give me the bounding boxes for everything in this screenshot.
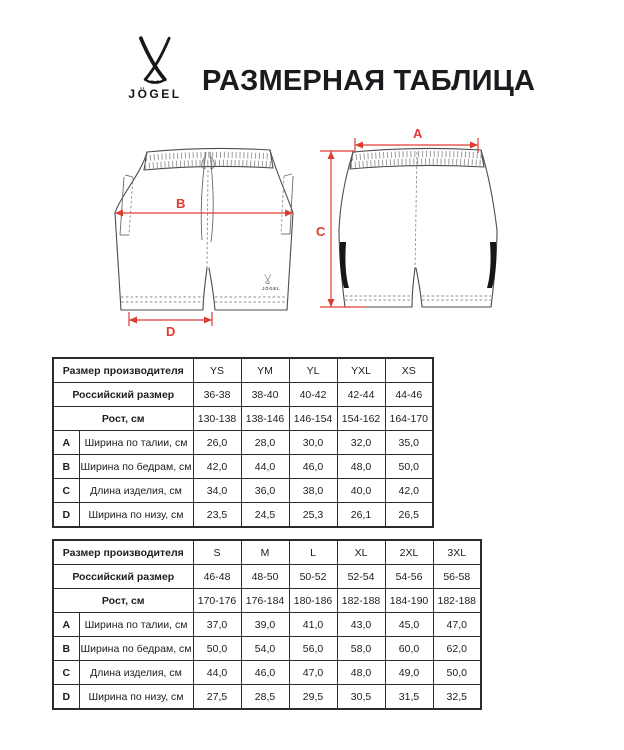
dimension-row-b xyxy=(53,637,481,661)
front-pocket-right xyxy=(281,174,293,234)
mini-jogel-logo xyxy=(262,274,280,291)
shorts-front-diagram xyxy=(108,130,308,342)
dimension-b-arrow xyxy=(115,196,293,217)
dimension-value: 46,0 xyxy=(241,661,289,685)
russian-size-label: Российский размер xyxy=(53,565,193,589)
dimension-value: 44,0 xyxy=(193,661,241,685)
dimension-value: 29,5 xyxy=(289,685,337,710)
dimension-name: Ширина по талии, см xyxy=(79,613,193,637)
dimension-value: 48,0 xyxy=(337,455,385,479)
jogel-logo-icon xyxy=(135,36,175,86)
dimension-letter: B xyxy=(53,455,79,479)
dimension-value: 50,0 xyxy=(433,661,481,685)
dimension-value: 30,5 xyxy=(337,685,385,710)
dimension-letter: D xyxy=(53,685,79,710)
manufacturer-size-value: YXL xyxy=(337,358,385,383)
dimension-value: 62,0 xyxy=(433,637,481,661)
manufacturer-size-value: YL xyxy=(289,358,337,383)
dimension-value: 56,0 xyxy=(289,637,337,661)
dimension-value: 50,0 xyxy=(193,637,241,661)
dimension-name: Ширина по бедрам, см xyxy=(79,455,193,479)
height-value: 180-186 xyxy=(289,589,337,613)
dimension-row-a xyxy=(53,613,481,637)
dimension-a-label: A xyxy=(413,126,423,141)
manufacturer-size-value: 3XL xyxy=(433,540,481,565)
dimension-b-label: B xyxy=(176,196,186,211)
dimension-letter: C xyxy=(53,479,79,503)
dimension-value: 42,0 xyxy=(193,455,241,479)
dimension-d-label: D xyxy=(166,324,176,339)
dimension-value: 28,5 xyxy=(241,685,289,710)
height-value: 182-188 xyxy=(337,589,385,613)
page-title: РАЗМЕРНАЯ ТАБЛИЦА xyxy=(202,65,536,98)
russian-size-row xyxy=(53,565,481,589)
dimension-value: 26,0 xyxy=(193,431,241,455)
height-value: 184-190 xyxy=(385,589,433,613)
dimension-value: 35,0 xyxy=(385,431,433,455)
dimension-value: 46,0 xyxy=(289,455,337,479)
dimension-row-a xyxy=(53,431,433,455)
russian-size-value: 56-58 xyxy=(433,565,481,589)
size-table-2 xyxy=(52,539,482,710)
manufacturer-size-label: Размер производителя xyxy=(53,358,193,383)
dimension-value: 47,0 xyxy=(433,613,481,637)
side-panel-right xyxy=(487,242,496,288)
dimension-name: Ширина по бедрам, см xyxy=(79,637,193,661)
dimension-row-b xyxy=(53,455,433,479)
mini-logo-text: JÖGEL xyxy=(262,286,281,291)
dimension-value: 48,0 xyxy=(337,661,385,685)
dimension-letter: C xyxy=(53,661,79,685)
dimension-value: 37,0 xyxy=(193,613,241,637)
dimension-value: 27,5 xyxy=(193,685,241,710)
manufacturer-size-value: S xyxy=(193,540,241,565)
size-tables xyxy=(52,357,482,721)
dimension-value: 24,5 xyxy=(241,503,289,528)
russian-size-value: 46-48 xyxy=(193,565,241,589)
manufacturer-size-value: 2XL xyxy=(385,540,433,565)
dimension-value: 31,5 xyxy=(385,685,433,710)
russian-size-value: 40-42 xyxy=(289,383,337,407)
dimension-value: 44,0 xyxy=(241,455,289,479)
manufacturer-size-value: M xyxy=(241,540,289,565)
height-label: Рост, см xyxy=(53,589,193,613)
dimension-letter: D xyxy=(53,503,79,528)
russian-size-value: 42-44 xyxy=(337,383,385,407)
russian-size-label: Российский размер xyxy=(53,383,193,407)
russian-size-value: 38-40 xyxy=(241,383,289,407)
dimension-value: 49,0 xyxy=(385,661,433,685)
dimension-row-d xyxy=(53,503,433,528)
dimension-value: 42,0 xyxy=(385,479,433,503)
dimension-value: 45,0 xyxy=(385,613,433,637)
dimension-value: 50,0 xyxy=(385,455,433,479)
dimension-name: Ширина по низу, см xyxy=(79,503,193,528)
manufacturer-size-value: YS xyxy=(193,358,241,383)
russian-size-value: 54-56 xyxy=(385,565,433,589)
russian-size-value: 50-52 xyxy=(289,565,337,589)
height-value: 130-138 xyxy=(193,407,241,431)
dimension-value: 43,0 xyxy=(337,613,385,637)
height-value: 182-188 xyxy=(433,589,481,613)
brand-name: JÖGEL xyxy=(128,87,182,101)
dimension-row-c xyxy=(53,661,481,685)
height-value: 170-176 xyxy=(193,589,241,613)
manufacturer-size-value: XL xyxy=(337,540,385,565)
dimension-name: Длина изделия, см xyxy=(79,661,193,685)
size-table-1 xyxy=(52,357,434,528)
dimension-value: 47,0 xyxy=(289,661,337,685)
dimension-value: 34,0 xyxy=(193,479,241,503)
manufacturer-size-row xyxy=(53,358,433,383)
dimension-value: 30,0 xyxy=(289,431,337,455)
dimension-c-arrow xyxy=(316,151,366,307)
dimension-value: 32,0 xyxy=(337,431,385,455)
dimension-letter: B xyxy=(53,637,79,661)
height-value: 176-184 xyxy=(241,589,289,613)
russian-size-value: 48-50 xyxy=(241,565,289,589)
dimension-value: 40,0 xyxy=(337,479,385,503)
dimension-row-c xyxy=(53,479,433,503)
dimension-d-arrow xyxy=(129,312,212,339)
manufacturer-size-value: L xyxy=(289,540,337,565)
dimension-value: 38,0 xyxy=(289,479,337,503)
shorts-front-outline xyxy=(115,148,293,310)
dimension-value: 41,0 xyxy=(289,613,337,637)
dimension-c-label: C xyxy=(316,224,326,239)
dimension-value: 26,5 xyxy=(385,503,433,528)
dimension-value: 25,3 xyxy=(289,503,337,528)
dimension-name: Ширина по низу, см xyxy=(79,685,193,710)
side-panel-left xyxy=(340,242,349,288)
manufacturer-size-label: Размер производителя xyxy=(53,540,193,565)
height-label: Рост, см xyxy=(53,407,193,431)
manufacturer-size-row xyxy=(53,540,481,565)
dimension-value: 58,0 xyxy=(337,637,385,661)
manufacturer-size-value: XS xyxy=(385,358,433,383)
dimension-value: 28,0 xyxy=(241,431,289,455)
height-value: 164-170 xyxy=(385,407,433,431)
russian-size-row xyxy=(53,383,433,407)
shorts-back-diagram xyxy=(306,123,516,323)
dimension-letter: A xyxy=(53,431,79,455)
height-value: 138-146 xyxy=(241,407,289,431)
manufacturer-size-value: YM xyxy=(241,358,289,383)
russian-size-value: 52-54 xyxy=(337,565,385,589)
shorts-back-outline xyxy=(339,148,497,307)
dimension-value: 54,0 xyxy=(241,637,289,661)
dimension-letter: A xyxy=(53,613,79,637)
dimension-value: 39,0 xyxy=(241,613,289,637)
russian-size-value: 36-38 xyxy=(193,383,241,407)
dimension-value: 26,1 xyxy=(337,503,385,528)
dimension-name: Ширина по талии, см xyxy=(79,431,193,455)
dimension-row-d xyxy=(53,685,481,710)
dimension-value: 36,0 xyxy=(241,479,289,503)
dimension-name: Длина изделия, см xyxy=(79,479,193,503)
dimension-value: 23,5 xyxy=(193,503,241,528)
height-row xyxy=(53,407,433,431)
dimension-value: 60,0 xyxy=(385,637,433,661)
dimension-value: 32,5 xyxy=(433,685,481,710)
height-value: 146-154 xyxy=(289,407,337,431)
height-row xyxy=(53,589,481,613)
brand-logo xyxy=(110,36,200,101)
russian-size-value: 44-46 xyxy=(385,383,433,407)
height-value: 154-162 xyxy=(337,407,385,431)
